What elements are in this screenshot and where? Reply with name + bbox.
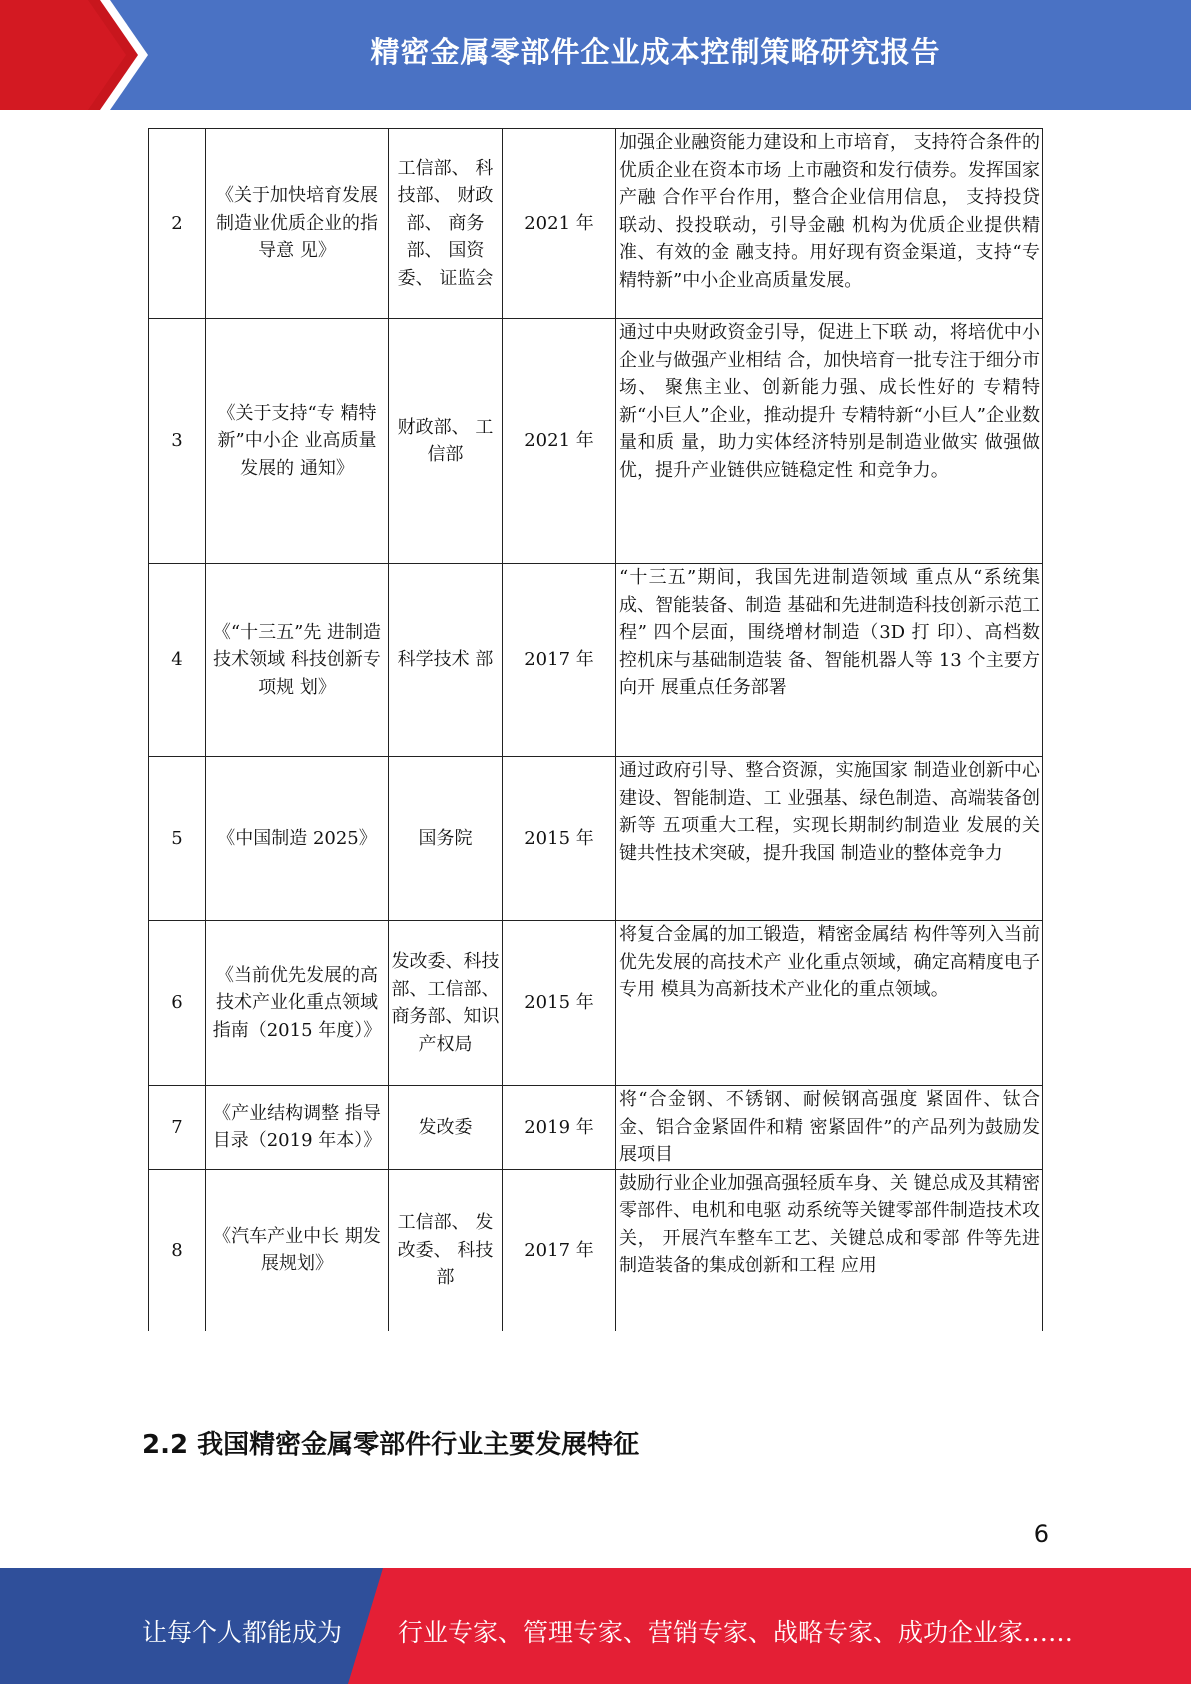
row-number: 3 (149, 319, 206, 564)
policy-document: 《汽车产业中长 期发展规划》 (206, 1169, 389, 1331)
row-number: 7 (149, 1086, 206, 1170)
footer-slogan-right: 行业专家、管理专家、营销专家、战略专家、成功企业家…… (398, 1618, 1074, 1647)
issuing-department: 发改委 (389, 1086, 503, 1170)
policy-content: 将“合金钢、不锈钢、耐候钢高强度 紧固件、钛合金、铝合金紧固件和精 密紧固件”的产品列为鼓励发展项目 (616, 1086, 1043, 1170)
table-row (149, 129, 1043, 319)
section-heading: 2.2 我国精密金属零部件行业主要发展特征 (142, 1430, 640, 1460)
table-row (149, 1169, 1043, 1331)
issuing-department: 科学技术 部 (389, 564, 503, 757)
issue-year: 2015 年 (503, 757, 616, 921)
issuing-department: 国务院 (389, 757, 503, 921)
policy-document: 《产业结构调整 指导目录（2019 年本）》 (206, 1086, 389, 1170)
footer-slogan-left: 让每个人都能成为 (142, 1618, 343, 1647)
issue-year: 2015 年 (503, 921, 616, 1086)
row-number: 2 (149, 129, 206, 319)
policy-content: 鼓励行业企业加强高强轻质车身、关 键总成及其精密零部件、电机和电驱 动系统等关键零部件制造技术攻关， 开展汽车整车工艺、关键总成和零部 件等先进制造装备的集成创新和工程 应用 (616, 1169, 1043, 1331)
table-row (149, 921, 1043, 1086)
page-footer (0, 1568, 1191, 1684)
row-number: 6 (149, 921, 206, 1086)
policy-content: “十三五”期间，我国先进制造领域 重点从“系统集成、智能装备、制造 基础和先进制造科技创新示范工程” 四个层面，围绕增材制造（3D 打 印）、高档数控机床与基础制造装 备、智能机器人等 13 个主要方向开 展重点任务部署 (616, 564, 1043, 757)
issuing-department: 工信部、 发改委、 科技部 (389, 1169, 503, 1331)
policy-document: 《当前优先发展的高技术产业化重点领域指南（2015 年度）》 (206, 921, 389, 1086)
policy-document: 《关于加快培育发展制造业优质企业的指导意 见》 (206, 129, 389, 319)
issue-year: 2017 年 (503, 564, 616, 757)
policy-content: 通过中央财政资金引导，促进上下联 动，将培优中小企业与做强产业相结 合，加快培育一批专注于细分市场、 聚焦主业、创新能力强、成长性好的 专精特新“小巨人”企业，推动提升 专精特新“小巨人”企业数量和质 量，助力实体经济特别是制造业做实 做强做优，提升产业链供应链稳定性 和竞争力。 (616, 319, 1043, 564)
policy-content: 将复合金属的加工锻造，精密金属结 构件等列入当前优先发展的高技术产 业化重点领域，确定高精度电子专用 模具为高新技术产业化的重点领域。 (616, 921, 1043, 1086)
policy-content: 通过政府引导、整合资源，实施国家 制造业创新中心建设、智能制造、工 业强基、绿色制造、高端装备创新等 五项重大工程，实现长期制约制造业 发展的关键共性技术突破，提升我国 制造业的整体竞争力 (616, 757, 1043, 921)
table-row (149, 564, 1043, 757)
issue-year: 2021 年 (503, 319, 616, 564)
issuing-department: 财政部、 工信部 (389, 319, 503, 564)
policy-document: 《关于支持“专 精特新”中小企 业高质量发展的 通知》 (206, 319, 389, 564)
issue-year: 2017 年 (503, 1169, 616, 1331)
policy-content: 加强企业融资能力建设和上市培育， 支持符合条件的优质企业在资本市场 上市融资和发行债券。发挥国家产融 合作平台作用，整合企业信用信息， 支持投贷联动、投投联动，引导金融 机构为优质企业提供精准、有效的金 融支持。用好现有资金渠道，支持“专精特新”中小企业高质量发展。 (616, 129, 1043, 319)
policy-table (148, 128, 1043, 1331)
issuing-department: 工信部、 科技部、 财政部、 商务部、 国资委、 证监会 (389, 129, 503, 319)
issue-year: 2019 年 (503, 1086, 616, 1170)
table-row (149, 1086, 1043, 1170)
policy-document: 《“十三五”先 进制造技术领域 科技创新专项规 划》 (206, 564, 389, 757)
table-row (149, 319, 1043, 564)
table-row (149, 757, 1043, 921)
policy-document: 《中国制造 2025》 (206, 757, 389, 921)
issue-year: 2021 年 (503, 129, 616, 319)
page-header (0, 0, 1191, 110)
report-title: 精密金属零部件企业成本控制策略研究报告 (370, 35, 941, 69)
row-number: 4 (149, 564, 206, 757)
issuing-department: 发改委、科技部、工信部、商务部、知识产权局 (389, 921, 503, 1086)
row-number: 5 (149, 757, 206, 921)
page-number: 6 (1033, 1520, 1049, 1548)
row-number: 8 (149, 1169, 206, 1331)
